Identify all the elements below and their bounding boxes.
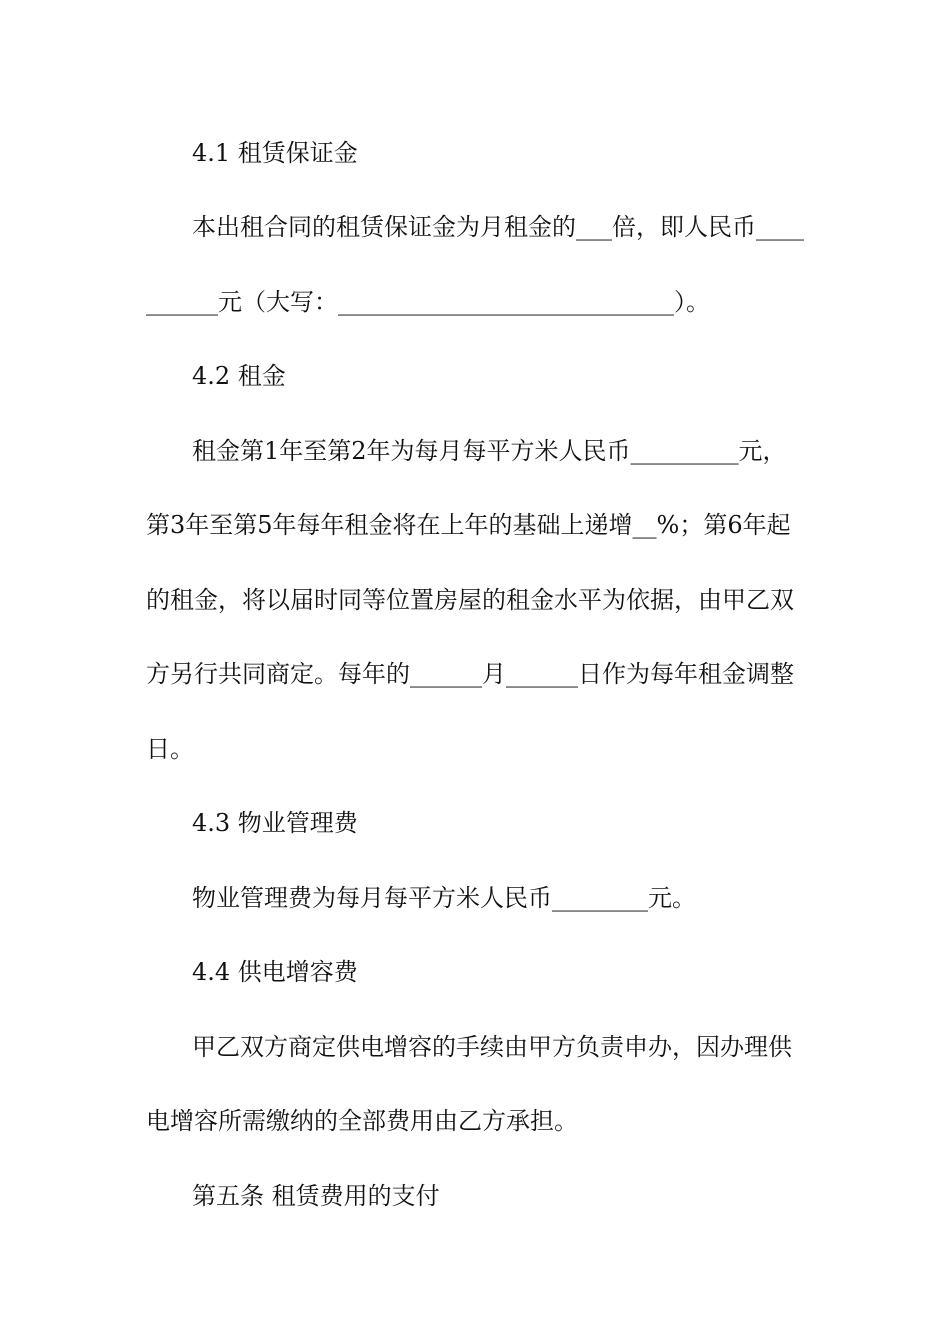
heading-4-3-property-fee: 4.3 物业管理费 — [192, 809, 358, 837]
heading-article-5: 第五条 租赁费用的支付 — [192, 1182, 440, 1210]
paragraph-line: 日。 — [146, 735, 194, 763]
paragraph-line: 的租金，将以届时同等位置房屋的租金水平为依据，由甲乙双 — [146, 586, 794, 614]
paragraph-line: 甲乙双方商定供电增容的手续由甲方负责申办，因办理供 — [192, 1033, 792, 1061]
paragraph-line: 电增容所需缴纳的全部费用由乙方承担。 — [146, 1107, 578, 1135]
paragraph-line: 租金第1年至第2年为每月每平方米人民币_________元， — [192, 437, 787, 465]
paragraph-line: 方另行共同商定。每年的______月______日作为每年租金调整 — [146, 660, 794, 688]
paragraph-line: 本出租合同的租赁保证金为月租金的___倍，即人民币____ — [192, 213, 804, 241]
paragraph-line: 第3年至第5年每年租金将在上年的基础上递增__%；第6年起 — [146, 511, 791, 539]
paragraph-line: 物业管理费为每月每平方米人民币________元。 — [192, 884, 696, 912]
heading-4-1-deposit: 4.1 租赁保证金 — [192, 139, 358, 167]
heading-4-2-rent: 4.2 租金 — [192, 362, 286, 390]
paragraph-line: ______元（大写：____________________________）。 — [146, 288, 710, 316]
heading-4-4-power-fee: 4.4 供电增容费 — [192, 958, 358, 986]
